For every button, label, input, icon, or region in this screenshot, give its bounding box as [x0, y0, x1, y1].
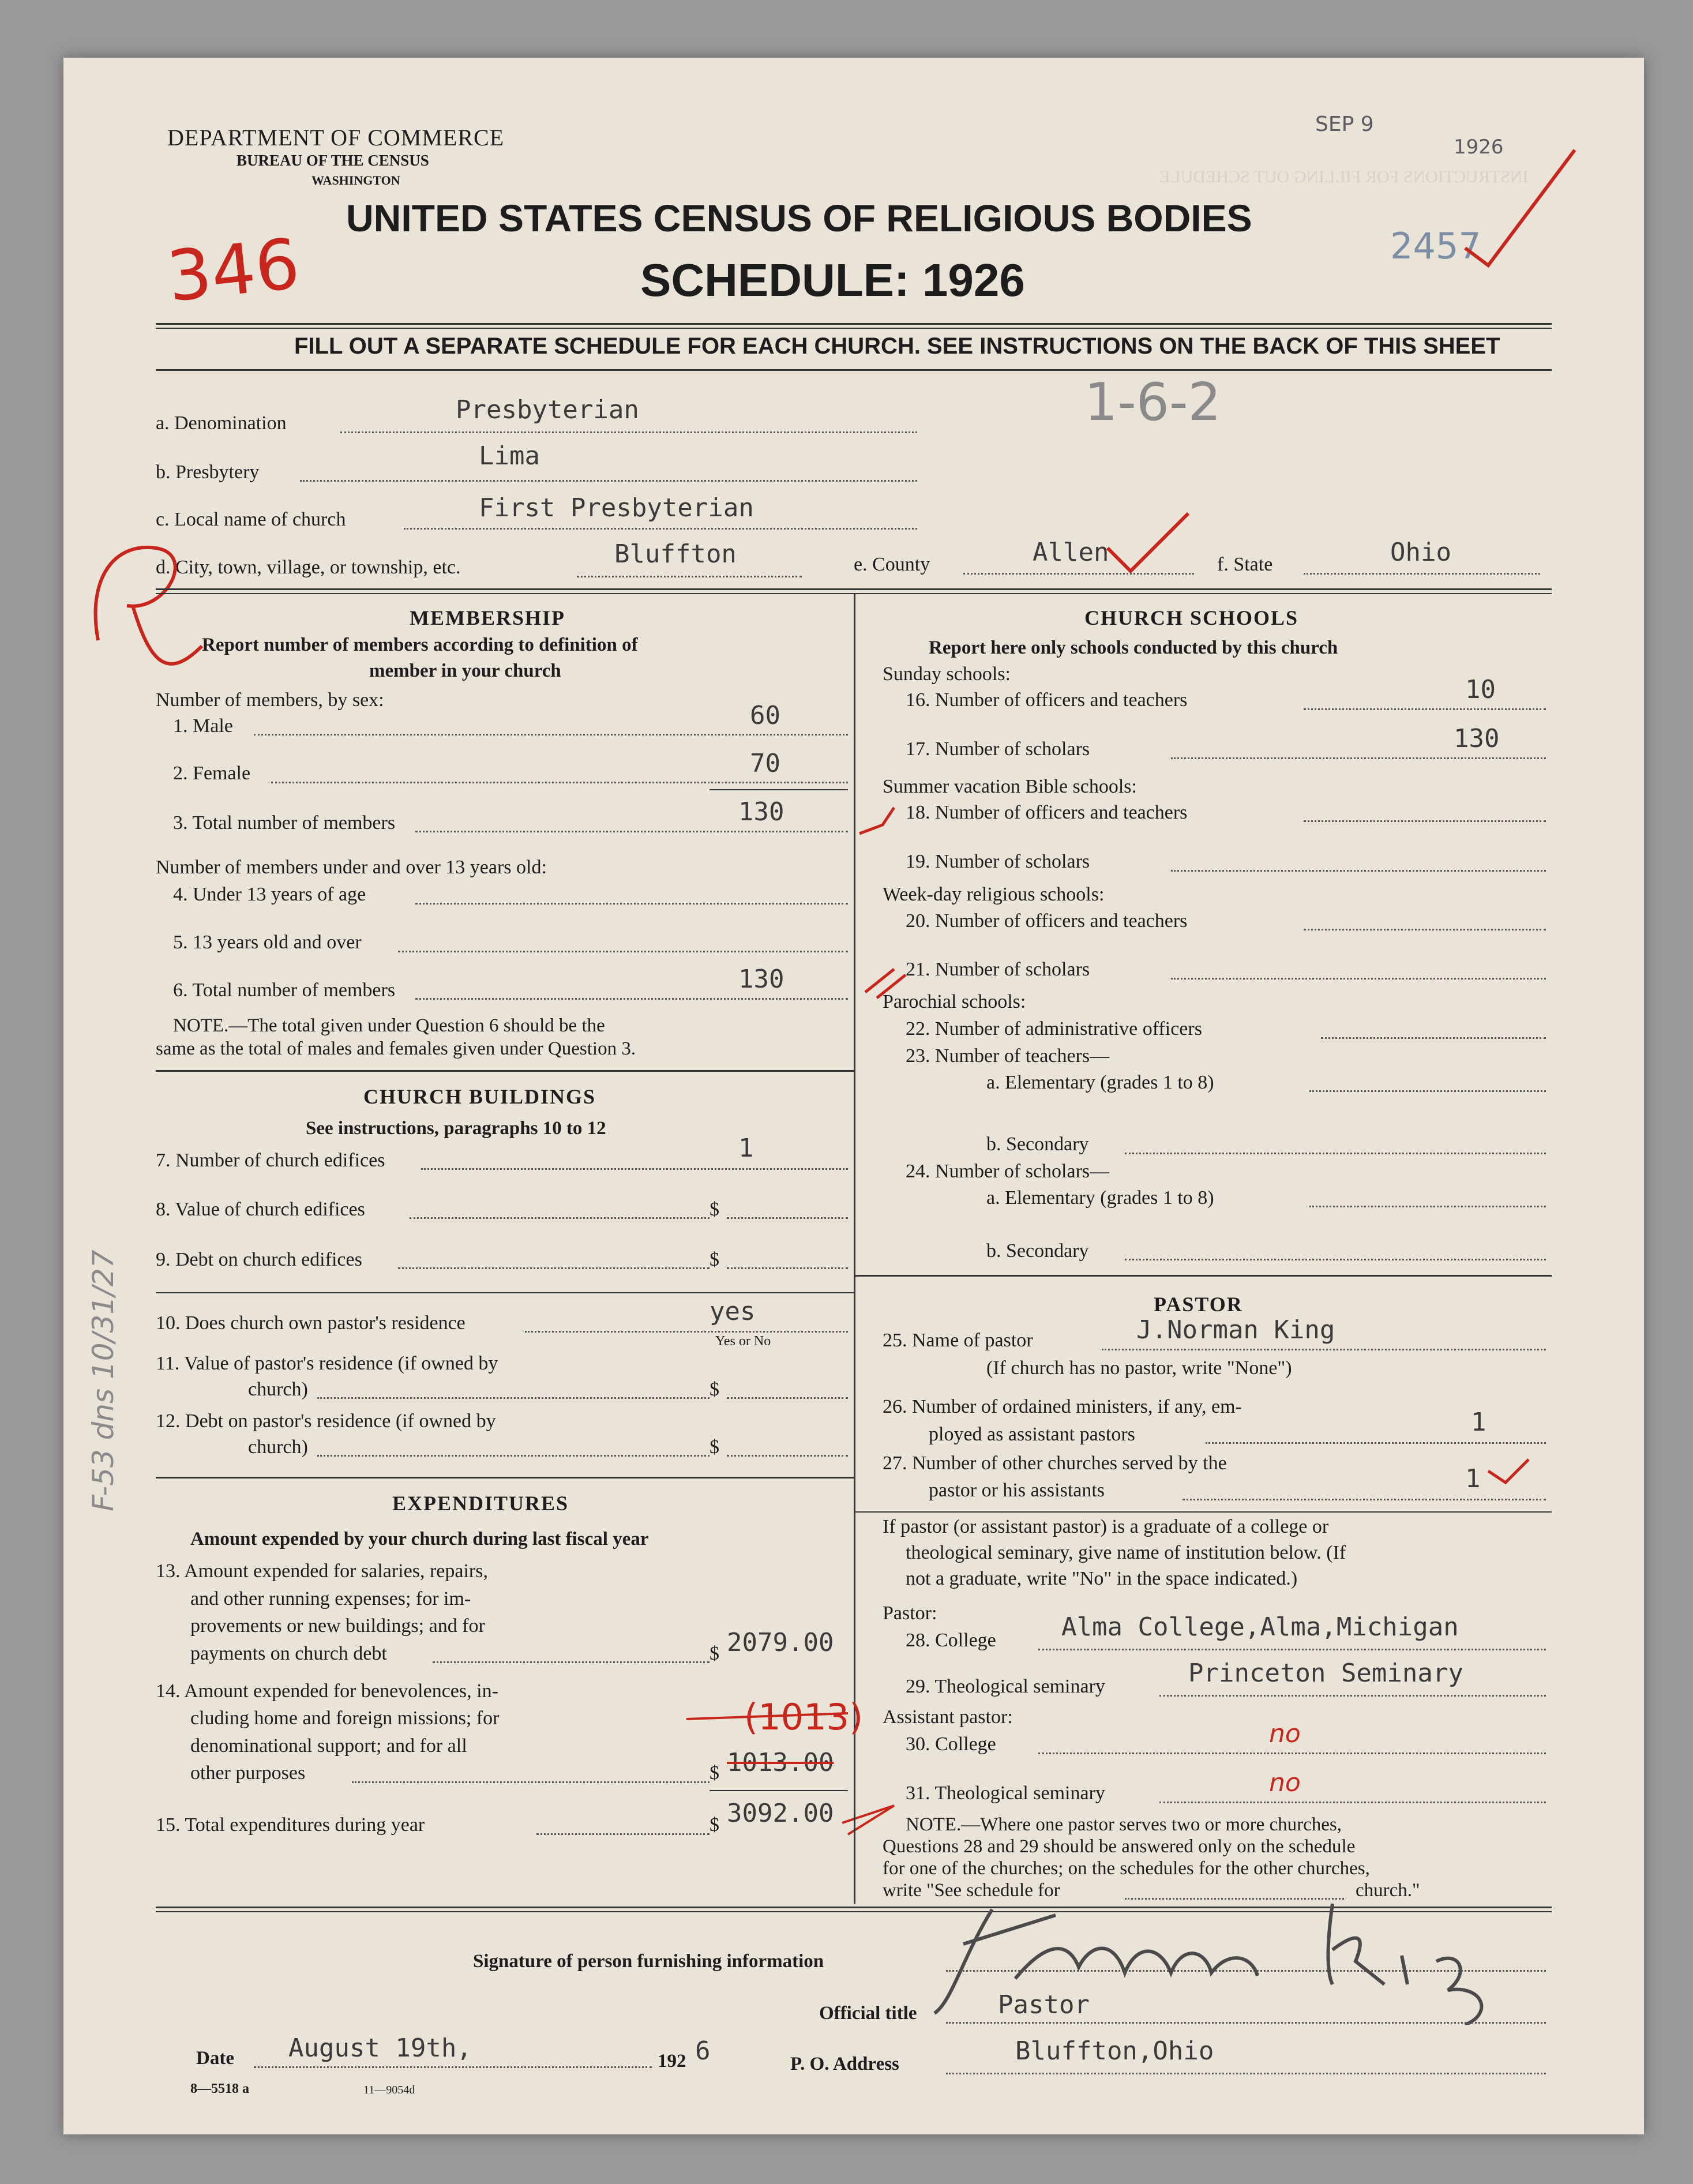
- city-value: Bluffton: [614, 539, 737, 569]
- q25-note: (If church has no pastor, write "None"): [986, 1357, 1292, 1379]
- q20-line: [1304, 929, 1546, 930]
- q26-label-1: 26. Number of ordained ministers, if any, em-: [883, 1396, 1242, 1417]
- local-name-label: c. Local name of church: [156, 509, 346, 530]
- margin-scribble-icon: [96, 547, 202, 664]
- q14-line: [352, 1781, 710, 1783]
- q11-line: [317, 1397, 710, 1399]
- q17-label: 17. Number of scholars: [906, 738, 1090, 760]
- pastor-note-2: Questions 28 and 29 should be answered only on the schedule: [883, 1836, 1356, 1857]
- q26-value: 1: [1471, 1408, 1486, 1437]
- by-sex-label: Number of members, by sex:: [156, 689, 384, 711]
- form-subtitle: SCHEDULE: 1926: [640, 254, 1025, 306]
- department-text: DEPARTMENT OF COMMERCE: [167, 125, 505, 151]
- denomination-label: a. Denomination: [156, 412, 287, 434]
- q24a-line: [1309, 1206, 1546, 1207]
- schools-bottom-rule: [854, 1275, 1552, 1277]
- form-title: UNITED STATES CENSUS OF RELIGIOUS BODIES: [346, 197, 1252, 239]
- buildings-sub: See instructions, paragraphs 10 to 12: [306, 1118, 606, 1139]
- q13-label-3: provements or new buildings; and for: [190, 1615, 485, 1637]
- q27-value: 1: [1465, 1464, 1481, 1493]
- q17-line: [1171, 757, 1546, 759]
- summer-label: Summer vacation Bible schools:: [883, 776, 1137, 797]
- q14-sum-rule: [710, 1790, 848, 1791]
- q8-amount-line: [727, 1217, 848, 1219]
- q26-line: [1206, 1442, 1546, 1444]
- q11-dollar: $: [710, 1379, 719, 1400]
- college-value: Alma College,Alma,Michigan: [1061, 1612, 1459, 1642]
- q13-label-1: 13. Amount expended for salaries, repairs,: [156, 1560, 488, 1582]
- buildings-bottom-rule: [156, 1477, 854, 1478]
- pastor-sublabel: Pastor:: [883, 1603, 937, 1624]
- q11-amount-line: [727, 1397, 848, 1399]
- membership-note-1: NOTE.—The total given under Question 6 should be the: [173, 1015, 605, 1036]
- q3-label: 3. Total number of members: [173, 812, 396, 834]
- presbytery-value: Lima: [479, 441, 540, 471]
- q14-label-1: 14. Amount expended for benevolences, in-: [156, 1680, 498, 1702]
- expenditures-heading: EXPENDITURES: [392, 1492, 569, 1515]
- date-label: Date: [196, 2048, 234, 2069]
- q9-amount-line: [727, 1267, 848, 1269]
- membership-intro-2: member in your church: [369, 661, 561, 681]
- q11-label-1: 11. Value of pastor's residence (if owned by: [156, 1353, 498, 1374]
- instruction-banner: FILL OUT A SEPARATE SCHEDULE FOR EACH CHURCH. SEE INSTRUCTIONS ON THE BACK OF THIS SHEET: [294, 333, 1500, 359]
- q25-line: [1102, 1349, 1546, 1350]
- q9-dollar: $: [710, 1249, 719, 1270]
- form-number-2: 11—9054d: [363, 2084, 415, 2096]
- q20-label: 20. Number of officers and teachers: [906, 910, 1188, 932]
- q5-label: 5. 13 years old and over: [173, 932, 362, 953]
- washington-text: WASHINGTON: [311, 173, 400, 187]
- q12-line: [317, 1455, 710, 1457]
- scholars17-value: 130: [1454, 724, 1500, 753]
- ident-bottom-rule: [156, 588, 1552, 590]
- total3-value: 130: [738, 797, 784, 827]
- pastor-note-1: NOTE.—Where one pastor serves two or more churches,: [906, 1814, 1342, 1835]
- membership-bottom-rule: [156, 1070, 854, 1072]
- q8-dollar: $: [710, 1199, 719, 1220]
- q13-line: [433, 1661, 710, 1663]
- q9-label: 9. Debt on church edifices: [156, 1249, 362, 1270]
- county-label: e. County: [854, 554, 930, 575]
- assistant-sublabel: Assistant pastor:: [883, 1706, 1013, 1728]
- q6-line: [415, 998, 848, 1000]
- grad-note-3: not a graduate, write "No" in the space indicated.): [906, 1568, 1298, 1589]
- year-digit: 6: [695, 2036, 711, 2066]
- q30-label: 30. College: [906, 1733, 996, 1755]
- presbytery-label: b. Presbytery: [156, 461, 260, 483]
- red-pencil-number: 346: [163, 224, 303, 318]
- q30-red-no: no: [1269, 1719, 1301, 1748]
- year-prefix: 192: [658, 2051, 686, 2072]
- q5-line: [398, 951, 848, 952]
- q3-line: [415, 831, 848, 832]
- q7-label: 7. Number of church edifices: [156, 1150, 385, 1171]
- q10-line: [525, 1331, 848, 1333]
- q24-label: 24. Number of scholars—: [906, 1161, 1110, 1182]
- q24b-label: b. Secondary: [986, 1240, 1089, 1262]
- bureau-text: BUREAU OF THE CENSUS: [237, 152, 429, 169]
- margin-pencil-note: F-53 dns 10/31/27: [87, 1249, 120, 1511]
- membership-note-2: same as the total of males and females given under Question 3.: [156, 1038, 636, 1059]
- q14-label-3: denominational support; and for all: [190, 1735, 467, 1757]
- schools-sub: Report here only schools conducted by this church: [929, 637, 1338, 658]
- po-address-value: Bluffton,Ohio: [1015, 2036, 1214, 2066]
- q4-line: [415, 903, 848, 905]
- q6-label: 6. Total number of members: [173, 980, 396, 1001]
- q2-line: [271, 782, 848, 783]
- q13-label-2: and other running expenses; for im-: [190, 1588, 471, 1609]
- edifices-value: 1: [738, 1134, 754, 1163]
- q24b-line: [1125, 1259, 1546, 1260]
- expenditures-sub: Amount expended by your church during last fiscal year: [190, 1529, 649, 1549]
- q23a-label: a. Elementary (grades 1 to 8): [986, 1072, 1214, 1093]
- buildings-mid-rule: [156, 1292, 854, 1293]
- county-value: Allen: [1033, 538, 1109, 567]
- q31-label: 31. Theological seminary: [906, 1783, 1105, 1804]
- form-number-1: 8—5518 a: [190, 2081, 249, 2096]
- schedule-number-stamp: 2457: [1390, 225, 1481, 267]
- q27-label-2: pastor or his assistants: [929, 1480, 1105, 1501]
- yes-no-hint: Yes or No: [715, 1334, 771, 1349]
- q8-line: [410, 1217, 710, 1219]
- weekday-label: Week-day religious schools:: [883, 884, 1105, 905]
- q11-label-2: church): [248, 1379, 308, 1400]
- pastor-heading: PASTOR: [1154, 1293, 1243, 1316]
- q22-label: 22. Number of administrative officers: [906, 1018, 1202, 1040]
- city-label: d. City, town, village, or township, etc.: [156, 557, 461, 578]
- signature-label: Signature of person furnishing information: [473, 1951, 824, 1972]
- q23b-label: b. Secondary: [986, 1134, 1089, 1155]
- q27-check-icon: [1488, 1459, 1529, 1483]
- q27-label-1: 27. Number of other churches served by the: [883, 1453, 1227, 1474]
- local-name-value: First Presbyterian: [479, 493, 754, 523]
- official-title-label: Official title: [819, 2003, 917, 2024]
- denomination-value: Presbyterian: [456, 395, 639, 425]
- q13-dollar: $: [710, 1643, 719, 1664]
- q14-red-correction: (1013): [744, 1696, 864, 1738]
- q14-label-2: cluding home and foreign missions; for: [190, 1708, 500, 1729]
- male-value: 60: [750, 701, 780, 730]
- q23b-line: [1125, 1153, 1546, 1154]
- residence-value: yes: [710, 1297, 756, 1326]
- membership-intro-1: Report number of members according to definition of: [202, 635, 638, 655]
- q1-label: 1. Male: [173, 715, 233, 737]
- q2-label: 2. Female: [173, 763, 251, 784]
- buildings-heading: CHURCH BUILDINGS: [363, 1085, 596, 1108]
- q15-dollar: $: [710, 1814, 719, 1836]
- pencil-code: 1-6-2: [1084, 372, 1221, 433]
- q4-label: 4. Under 13 years of age: [173, 884, 366, 905]
- county-check-icon: [1108, 513, 1188, 571]
- officers16-value: 10: [1465, 675, 1496, 704]
- grad-note-1: If pastor (or assistant pastor) is a graduate of a college or: [883, 1516, 1329, 1537]
- pastor-note-3: for one of the churches; on the schedules for the other churches,: [883, 1858, 1370, 1879]
- q26-label-2: ployed as assistant pastors: [929, 1424, 1135, 1445]
- total6-value: 130: [738, 965, 784, 994]
- q12-dollar: $: [710, 1436, 719, 1458]
- q8-label: 8. Value of church edifices: [156, 1199, 365, 1220]
- q16-line: [1304, 708, 1546, 710]
- q16-label: 16. Number of officers and teachers: [906, 689, 1188, 711]
- q31-red-no: no: [1269, 1768, 1301, 1798]
- q1-line: [254, 734, 848, 735]
- q13-value: 2079.00: [727, 1628, 834, 1657]
- seminary-value: Princeton Seminary: [1188, 1658, 1463, 1688]
- q14-dollar: $: [710, 1762, 719, 1784]
- q28-line: [1038, 1649, 1546, 1650]
- official-title-value: Pastor: [998, 1990, 1090, 2020]
- date-line: [254, 2066, 652, 2068]
- q9-line: [398, 1267, 710, 1269]
- q10-label: 10. Does church own pastor's residence: [156, 1312, 466, 1334]
- q24a-label: a. Elementary (grades 1 to 8): [986, 1187, 1214, 1209]
- grad-note-2: theological seminary, give name of institution below. (If: [906, 1542, 1346, 1563]
- q12-amount-line: [727, 1455, 848, 1457]
- q15-line: [536, 1833, 710, 1835]
- po-address-label: P. O. Address: [790, 2054, 899, 2074]
- q14-value: 1013.00: [727, 1748, 834, 1777]
- sunday-label: Sunday schools:: [883, 663, 1011, 685]
- q28-label: 28. College: [906, 1630, 996, 1651]
- q29-label: 29. Theological seminary: [906, 1676, 1105, 1697]
- q27-line: [1183, 1499, 1546, 1500]
- q18-label: 18. Number of officers and teachers: [906, 802, 1188, 823]
- total3-check-icon: [859, 808, 894, 834]
- q13-label-4: payments on church debt: [190, 1643, 387, 1664]
- pastor-note-4: write "See schedule for: [883, 1880, 1060, 1901]
- q22-line: [1321, 1037, 1546, 1039]
- received-stamp-date: SEP 9: [1315, 112, 1374, 136]
- q12-label-1: 12. Debt on pastor's residence (if owned by: [156, 1410, 496, 1432]
- census-schedule-page: [63, 58, 1644, 2134]
- q15-label: 15. Total expenditures during year: [156, 1814, 425, 1836]
- q2-sum-rule: [710, 789, 848, 790]
- q30-line: [1038, 1753, 1546, 1754]
- female-value: 70: [750, 749, 780, 778]
- q19-line: [1171, 870, 1546, 872]
- header-check-icon: [1465, 150, 1575, 265]
- pastor-name-value: J.Norman King: [1136, 1315, 1335, 1345]
- bleed-through-text: INSTRUCTIONS FOR FILLING OUT SCHEDULE: [1159, 167, 1529, 186]
- age-intro-label: Number of members under and over 13 years old:: [156, 857, 547, 878]
- q19-label: 19. Number of scholars: [906, 851, 1090, 872]
- q18-line: [1304, 820, 1546, 822]
- q14-label-4: other purposes: [190, 1762, 306, 1784]
- q7-line: [421, 1168, 848, 1170]
- q23a-line: [1309, 1090, 1546, 1092]
- date-value: August 19th,: [288, 2033, 472, 2063]
- q29-line: [1159, 1695, 1546, 1697]
- received-stamp-year: 1926: [1454, 136, 1504, 159]
- q21-line: [1171, 978, 1546, 980]
- q31-line: [1159, 1802, 1546, 1803]
- q21-label: 21. Number of scholars: [906, 959, 1090, 980]
- q14-arrow-icon: [842, 1806, 894, 1834]
- state-value: Ohio: [1390, 538, 1451, 567]
- q15-value: 3092.00: [727, 1799, 834, 1828]
- q25-label: 25. Name of pastor: [883, 1330, 1033, 1351]
- pastor-note-5: church.": [1356, 1880, 1420, 1901]
- q23-label: 23. Number of teachers—: [906, 1045, 1110, 1067]
- membership-heading: MEMBERSHIP: [410, 606, 566, 629]
- q12-label-2: church): [248, 1436, 308, 1458]
- official-title-line: [946, 2022, 1546, 2024]
- schools-heading: CHURCH SCHOOLS: [1084, 606, 1299, 629]
- parochial-label: Parochial schools:: [883, 991, 1026, 1012]
- pastor-mid-rule: [854, 1511, 1552, 1513]
- state-label: f. State: [1217, 554, 1273, 575]
- po-address-line: [946, 2073, 1546, 2074]
